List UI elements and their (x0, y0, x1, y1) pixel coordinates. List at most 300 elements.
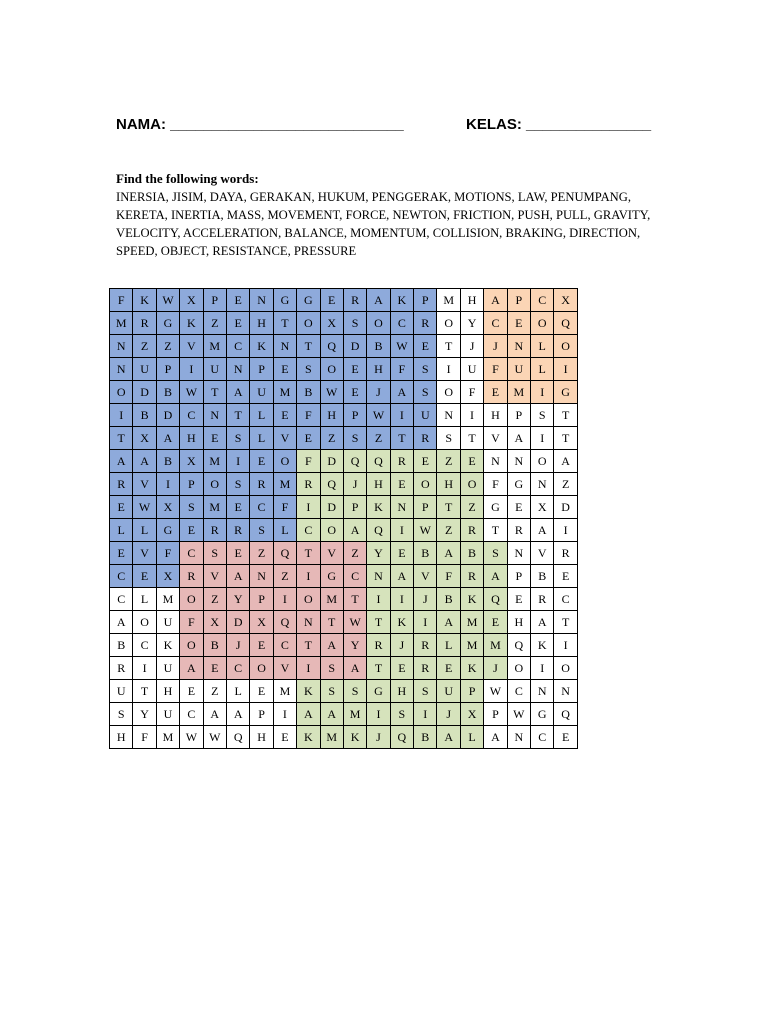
grid-cell[interactable]: A (484, 726, 507, 749)
grid-cell[interactable]: C (554, 588, 577, 611)
grid-cell[interactable]: W (180, 726, 203, 749)
grid-cell[interactable]: Z (437, 519, 460, 542)
grid-cell[interactable]: B (203, 634, 226, 657)
grid-cell[interactable]: T (226, 404, 249, 427)
grid-cell[interactable]: E (250, 450, 273, 473)
grid-cell[interactable]: V (180, 335, 203, 358)
grid-cell[interactable]: M (460, 634, 483, 657)
grid-cell[interactable]: T (554, 611, 577, 634)
grid-cell[interactable]: G (484, 496, 507, 519)
grid-cell[interactable]: E (437, 657, 460, 680)
grid-cell[interactable]: L (250, 404, 273, 427)
grid-cell[interactable]: E (273, 726, 296, 749)
grid-cell[interactable]: X (133, 427, 156, 450)
grid-cell[interactable]: G (320, 565, 343, 588)
grid-cell[interactable]: P (203, 289, 226, 312)
grid-cell[interactable]: R (226, 519, 249, 542)
grid-cell[interactable]: O (437, 381, 460, 404)
grid-cell[interactable]: S (180, 496, 203, 519)
grid-cell[interactable]: T (203, 381, 226, 404)
grid-cell[interactable]: B (460, 542, 483, 565)
grid-cell[interactable]: Q (390, 726, 413, 749)
grid-cell[interactable]: V (133, 473, 156, 496)
grid-cell[interactable]: C (133, 634, 156, 657)
grid-cell[interactable]: T (460, 427, 483, 450)
grid-cell[interactable]: N (203, 404, 226, 427)
grid-cell[interactable]: M (156, 588, 179, 611)
grid-cell[interactable]: D (156, 404, 179, 427)
grid-cell[interactable]: B (367, 335, 390, 358)
grid-cell[interactable]: N (507, 726, 530, 749)
grid-cell[interactable]: L (531, 358, 554, 381)
grid-cell[interactable]: O (531, 312, 554, 335)
grid-cell[interactable]: P (250, 588, 273, 611)
grid-cell[interactable]: Y (367, 542, 390, 565)
grid-cell[interactable]: K (390, 289, 413, 312)
grid-cell[interactable]: C (390, 312, 413, 335)
grid-cell[interactable]: K (460, 657, 483, 680)
grid-cell[interactable]: A (226, 565, 249, 588)
grid-cell[interactable]: H (180, 427, 203, 450)
grid-cell[interactable]: Q (343, 450, 366, 473)
grid-cell[interactable]: N (297, 611, 320, 634)
grid-cell[interactable]: Y (226, 588, 249, 611)
grid-cell[interactable]: C (531, 726, 554, 749)
grid-cell[interactable]: K (250, 335, 273, 358)
grid-cell[interactable]: S (226, 427, 249, 450)
grid-cell[interactable]: U (156, 657, 179, 680)
grid-cell[interactable]: R (180, 565, 203, 588)
grid-cell[interactable]: I (297, 496, 320, 519)
grid-cell[interactable]: O (437, 312, 460, 335)
grid-cell[interactable]: X (180, 289, 203, 312)
grid-cell[interactable]: I (133, 657, 156, 680)
grid-cell[interactable]: O (320, 358, 343, 381)
grid-cell[interactable]: E (390, 542, 413, 565)
grid-cell[interactable]: Z (203, 680, 226, 703)
grid-cell[interactable]: O (554, 657, 577, 680)
grid-cell[interactable]: A (110, 611, 133, 634)
grid-cell[interactable]: A (226, 381, 249, 404)
grid-cell[interactable]: A (437, 726, 460, 749)
grid-cell[interactable]: U (156, 611, 179, 634)
grid-cell[interactable]: B (531, 565, 554, 588)
grid-cell[interactable]: X (203, 611, 226, 634)
grid-cell[interactable]: O (531, 450, 554, 473)
grid-cell[interactable]: S (414, 358, 437, 381)
grid-cell[interactable]: D (554, 496, 577, 519)
grid-cell[interactable]: I (367, 588, 390, 611)
grid-cell[interactable]: M (320, 726, 343, 749)
grid-cell[interactable]: T (390, 427, 413, 450)
grid-cell[interactable]: J (390, 634, 413, 657)
grid-cell[interactable]: H (507, 611, 530, 634)
grid-cell[interactable]: R (110, 657, 133, 680)
grid-cell[interactable]: N (507, 335, 530, 358)
grid-cell[interactable]: N (110, 358, 133, 381)
grid-cell[interactable]: J (343, 473, 366, 496)
grid-cell[interactable]: B (414, 726, 437, 749)
grid-cell[interactable]: A (554, 450, 577, 473)
grid-cell[interactable]: R (414, 427, 437, 450)
grid-cell[interactable]: R (507, 519, 530, 542)
grid-cell[interactable]: T (437, 496, 460, 519)
grid-cell[interactable]: O (460, 473, 483, 496)
grid-cell[interactable]: P (343, 496, 366, 519)
grid-cell[interactable]: E (273, 358, 296, 381)
grid-cell[interactable]: H (110, 726, 133, 749)
grid-cell[interactable]: K (156, 634, 179, 657)
grid-cell[interactable]: C (250, 496, 273, 519)
grid-cell[interactable]: P (507, 289, 530, 312)
grid-cell[interactable]: F (180, 611, 203, 634)
grid-cell[interactable]: B (414, 542, 437, 565)
grid-cell[interactable]: F (297, 450, 320, 473)
grid-cell[interactable]: Q (554, 312, 577, 335)
grid-cell[interactable]: V (133, 542, 156, 565)
grid-cell[interactable]: R (460, 519, 483, 542)
grid-cell[interactable]: A (343, 519, 366, 542)
grid-cell[interactable]: K (343, 726, 366, 749)
grid-cell[interactable]: Z (460, 496, 483, 519)
grid-cell[interactable]: J (226, 634, 249, 657)
grid-cell[interactable]: E (414, 450, 437, 473)
grid-cell[interactable]: M (273, 381, 296, 404)
grid-cell[interactable]: W (390, 335, 413, 358)
grid-cell[interactable]: T (554, 404, 577, 427)
grid-cell[interactable]: W (180, 381, 203, 404)
grid-cell[interactable]: W (367, 404, 390, 427)
grid-cell[interactable]: I (460, 404, 483, 427)
grid-cell[interactable]: C (226, 657, 249, 680)
grid-cell[interactable]: C (110, 588, 133, 611)
grid-cell[interactable]: I (110, 404, 133, 427)
grid-cell[interactable]: S (414, 381, 437, 404)
grid-cell[interactable]: P (460, 680, 483, 703)
grid-cell[interactable]: J (460, 335, 483, 358)
grid-cell[interactable]: V (414, 565, 437, 588)
grid-cell[interactable]: K (531, 634, 554, 657)
grid-cell[interactable]: E (554, 726, 577, 749)
grid-cell[interactable]: Q (273, 611, 296, 634)
grid-cell[interactable]: A (507, 427, 530, 450)
grid-cell[interactable]: H (437, 473, 460, 496)
grid-cell[interactable]: I (437, 358, 460, 381)
grid-cell[interactable]: W (203, 726, 226, 749)
grid-cell[interactable]: C (180, 542, 203, 565)
grid-cell[interactable]: X (250, 611, 273, 634)
grid-cell[interactable]: I (156, 473, 179, 496)
grid-cell[interactable]: O (273, 450, 296, 473)
grid-cell[interactable]: M (203, 496, 226, 519)
grid-cell[interactable]: T (484, 519, 507, 542)
grid-cell[interactable]: N (507, 542, 530, 565)
grid-cell[interactable]: Y (460, 312, 483, 335)
grid-cell[interactable]: A (390, 381, 413, 404)
grid-cell[interactable]: N (273, 335, 296, 358)
grid-cell[interactable]: E (133, 565, 156, 588)
grid-cell[interactable]: O (180, 634, 203, 657)
grid-cell[interactable]: V (484, 427, 507, 450)
grid-cell[interactable]: N (507, 450, 530, 473)
grid-cell[interactable]: E (250, 634, 273, 657)
grid-cell[interactable]: Q (367, 519, 390, 542)
grid-cell[interactable]: R (390, 450, 413, 473)
grid-cell[interactable]: J (367, 381, 390, 404)
grid-cell[interactable]: M (203, 450, 226, 473)
grid-cell[interactable]: S (203, 542, 226, 565)
grid-cell[interactable]: V (273, 427, 296, 450)
grid-cell[interactable]: E (297, 427, 320, 450)
grid-cell[interactable]: Q (367, 450, 390, 473)
grid-cell[interactable]: I (414, 611, 437, 634)
grid-cell[interactable]: N (367, 565, 390, 588)
grid-cell[interactable]: M (484, 634, 507, 657)
grid-cell[interactable]: R (460, 565, 483, 588)
grid-cell[interactable]: I (297, 565, 320, 588)
grid-cell[interactable]: E (110, 496, 133, 519)
grid-cell[interactable]: Z (367, 427, 390, 450)
grid-cell[interactable]: W (414, 519, 437, 542)
grid-cell[interactable]: S (297, 358, 320, 381)
grid-cell[interactable]: R (133, 312, 156, 335)
grid-cell[interactable]: E (390, 657, 413, 680)
grid-cell[interactable]: L (273, 519, 296, 542)
grid-cell[interactable]: T (110, 427, 133, 450)
grid-cell[interactable]: M (203, 335, 226, 358)
grid-cell[interactable]: N (390, 496, 413, 519)
grid-cell[interactable]: A (343, 657, 366, 680)
grid-cell[interactable]: U (507, 358, 530, 381)
grid-cell[interactable]: E (554, 565, 577, 588)
grid-cell[interactable]: Z (250, 542, 273, 565)
grid-cell[interactable]: B (156, 450, 179, 473)
grid-cell[interactable]: R (297, 473, 320, 496)
grid-cell[interactable]: S (320, 680, 343, 703)
grid-cell[interactable]: O (297, 312, 320, 335)
grid-cell[interactable]: X (180, 450, 203, 473)
grid-cell[interactable]: Z (343, 542, 366, 565)
grid-cell[interactable]: R (414, 634, 437, 657)
grid-cell[interactable]: T (343, 588, 366, 611)
grid-cell[interactable]: U (110, 680, 133, 703)
grid-cell[interactable]: Z (203, 588, 226, 611)
grid-cell[interactable]: I (390, 404, 413, 427)
grid-cell[interactable]: G (531, 703, 554, 726)
grid-cell[interactable]: D (226, 611, 249, 634)
grid-cell[interactable]: F (156, 542, 179, 565)
grid-cell[interactable]: Q (320, 473, 343, 496)
grid-cell[interactable]: U (437, 680, 460, 703)
grid-cell[interactable]: H (320, 404, 343, 427)
grid-cell[interactable]: E (180, 680, 203, 703)
grid-cell[interactable]: G (554, 381, 577, 404)
grid-cell[interactable]: K (180, 312, 203, 335)
grid-cell[interactable]: N (226, 358, 249, 381)
grid-cell[interactable]: B (110, 634, 133, 657)
grid-cell[interactable]: P (156, 358, 179, 381)
grid-cell[interactable]: S (250, 519, 273, 542)
grid-cell[interactable]: L (133, 588, 156, 611)
grid-cell[interactable]: W (133, 496, 156, 519)
grid-cell[interactable]: Z (273, 565, 296, 588)
grid-cell[interactable]: L (110, 519, 133, 542)
grid-cell[interactable]: C (343, 565, 366, 588)
grid-cell[interactable]: D (133, 381, 156, 404)
grid-cell[interactable]: Z (437, 450, 460, 473)
grid-cell[interactable]: P (414, 496, 437, 519)
grid-cell[interactable]: E (110, 542, 133, 565)
grid-cell[interactable]: S (390, 703, 413, 726)
grid-cell[interactable]: S (110, 703, 133, 726)
grid-cell[interactable]: Q (226, 726, 249, 749)
grid-cell[interactable]: N (250, 289, 273, 312)
grid-cell[interactable]: O (414, 473, 437, 496)
grid-cell[interactable]: Z (320, 427, 343, 450)
grid-cell[interactable]: I (531, 381, 554, 404)
grid-cell[interactable]: X (554, 289, 577, 312)
grid-cell[interactable]: S (484, 542, 507, 565)
grid-cell[interactable]: T (367, 657, 390, 680)
grid-cell[interactable]: I (390, 519, 413, 542)
grid-cell[interactable]: Y (343, 634, 366, 657)
grid-cell[interactable]: P (250, 703, 273, 726)
grid-cell[interactable]: K (367, 496, 390, 519)
grid-cell[interactable]: G (367, 680, 390, 703)
grid-cell[interactable]: A (156, 427, 179, 450)
grid-cell[interactable]: D (343, 335, 366, 358)
grid-cell[interactable]: X (320, 312, 343, 335)
grid-cell[interactable]: T (133, 680, 156, 703)
grid-cell[interactable]: S (343, 427, 366, 450)
grid-cell[interactable]: E (507, 588, 530, 611)
grid-cell[interactable]: P (507, 404, 530, 427)
grid-cell[interactable]: U (250, 381, 273, 404)
grid-cell[interactable]: H (460, 289, 483, 312)
grid-cell[interactable]: S (343, 312, 366, 335)
grid-cell[interactable]: C (180, 703, 203, 726)
grid-cell[interactable]: F (437, 565, 460, 588)
grid-cell[interactable]: A (390, 565, 413, 588)
grid-cell[interactable]: F (110, 289, 133, 312)
grid-cell[interactable]: O (180, 588, 203, 611)
grid-cell[interactable]: X (156, 565, 179, 588)
grid-cell[interactable]: B (156, 381, 179, 404)
grid-cell[interactable]: G (273, 289, 296, 312)
grid-cell[interactable]: A (180, 657, 203, 680)
grid-cell[interactable]: H (250, 726, 273, 749)
grid-cell[interactable]: S (343, 680, 366, 703)
grid-cell[interactable]: C (273, 634, 296, 657)
grid-cell[interactable]: H (250, 312, 273, 335)
grid-cell[interactable]: R (531, 588, 554, 611)
grid-cell[interactable]: T (273, 312, 296, 335)
grid-cell[interactable]: E (203, 427, 226, 450)
grid-cell[interactable]: L (133, 519, 156, 542)
grid-cell[interactable]: G (156, 312, 179, 335)
grid-cell[interactable]: A (531, 611, 554, 634)
grid-cell[interactable]: M (437, 289, 460, 312)
grid-cell[interactable]: R (554, 542, 577, 565)
grid-cell[interactable]: R (250, 473, 273, 496)
grid-cell[interactable]: S (414, 680, 437, 703)
grid-cell[interactable]: I (554, 519, 577, 542)
grid-cell[interactable]: E (250, 680, 273, 703)
grid-cell[interactable]: S (531, 404, 554, 427)
grid-cell[interactable]: A (320, 634, 343, 657)
grid-cell[interactable]: M (460, 611, 483, 634)
grid-cell[interactable]: O (507, 657, 530, 680)
grid-cell[interactable]: E (226, 542, 249, 565)
grid-cell[interactable]: I (390, 588, 413, 611)
grid-cell[interactable]: I (414, 703, 437, 726)
grid-cell[interactable]: F (390, 358, 413, 381)
grid-cell[interactable]: D (320, 496, 343, 519)
grid-cell[interactable]: A (531, 519, 554, 542)
grid-cell[interactable]: E (507, 312, 530, 335)
grid-cell[interactable]: M (273, 473, 296, 496)
grid-cell[interactable]: W (343, 611, 366, 634)
grid-cell[interactable]: S (320, 657, 343, 680)
grid-cell[interactable]: J (367, 726, 390, 749)
grid-cell[interactable]: A (437, 611, 460, 634)
grid-cell[interactable]: I (180, 358, 203, 381)
grid-cell[interactable]: A (320, 703, 343, 726)
grid-cell[interactable]: R (367, 634, 390, 657)
grid-cell[interactable]: U (156, 703, 179, 726)
grid-cell[interactable]: V (203, 565, 226, 588)
grid-cell[interactable]: E (226, 312, 249, 335)
grid-cell[interactable]: C (484, 312, 507, 335)
grid-cell[interactable]: A (297, 703, 320, 726)
grid-cell[interactable]: R (343, 289, 366, 312)
grid-cell[interactable]: P (180, 473, 203, 496)
grid-cell[interactable]: T (367, 611, 390, 634)
grid-cell[interactable]: W (156, 289, 179, 312)
grid-cell[interactable]: Q (484, 588, 507, 611)
grid-cell[interactable]: F (460, 381, 483, 404)
grid-cell[interactable]: X (460, 703, 483, 726)
grid-cell[interactable]: A (133, 450, 156, 473)
grid-cell[interactable]: H (367, 358, 390, 381)
grid-cell[interactable]: U (414, 404, 437, 427)
grid-cell[interactable]: C (110, 565, 133, 588)
grid-cell[interactable]: Q (273, 542, 296, 565)
grid-cell[interactable]: E (320, 289, 343, 312)
grid-cell[interactable]: U (133, 358, 156, 381)
grid-cell[interactable]: B (297, 381, 320, 404)
grid-cell[interactable]: P (343, 404, 366, 427)
grid-cell[interactable]: A (484, 565, 507, 588)
grid-cell[interactable]: F (297, 404, 320, 427)
grid-cell[interactable]: S (226, 473, 249, 496)
grid-cell[interactable]: M (507, 381, 530, 404)
grid-cell[interactable]: O (110, 381, 133, 404)
grid-cell[interactable]: A (367, 289, 390, 312)
grid-cell[interactable]: J (414, 588, 437, 611)
grid-cell[interactable]: O (297, 588, 320, 611)
grid-cell[interactable]: L (250, 427, 273, 450)
grid-cell[interactable]: T (297, 634, 320, 657)
grid-cell[interactable]: E (390, 473, 413, 496)
grid-cell[interactable]: L (226, 680, 249, 703)
grid-cell[interactable]: Z (554, 473, 577, 496)
grid-cell[interactable]: F (133, 726, 156, 749)
grid-cell[interactable]: H (484, 404, 507, 427)
grid-cell[interactable]: A (110, 450, 133, 473)
grid-cell[interactable]: I (297, 657, 320, 680)
grid-cell[interactable]: P (507, 565, 530, 588)
